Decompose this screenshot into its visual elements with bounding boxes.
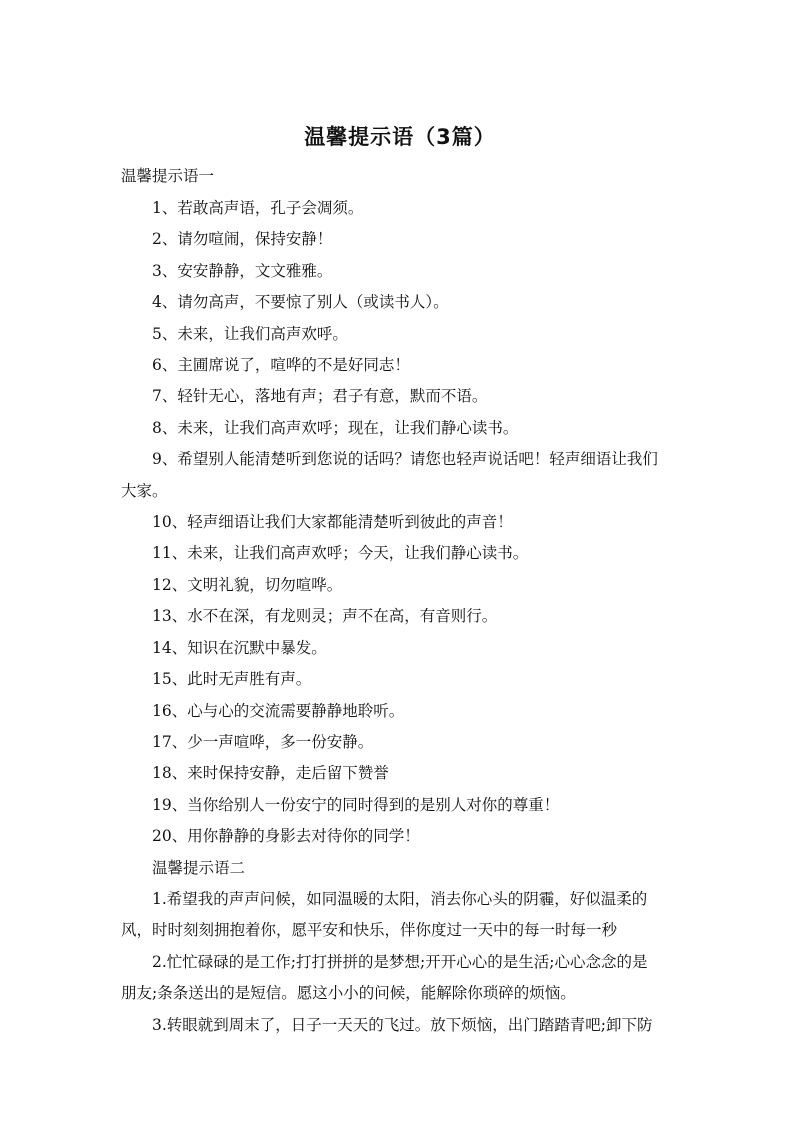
- paragraph-line: 3.转眼就到周末了，日子一天天的飞过。放下烦恼，出门踏踏青吧;卸下防: [152, 1016, 653, 1034]
- list-item: 15、此时无声胜有声。: [152, 670, 312, 688]
- list-item: 5、未来，让我们高声欢呼。: [152, 325, 348, 343]
- list-item: 4、请勿高声，不要惊了别人（或读书人）。: [152, 293, 449, 311]
- page-title: 温馨提示语（3篇）: [304, 125, 496, 149]
- list-item: 19、当你给别人一份安宁的同时得到的是别人对你的尊重！: [152, 796, 560, 814]
- list-item: 17、少一声喧哗，多一份安静。: [152, 733, 374, 751]
- list-item: 14、知识在沉默中暴发。: [152, 639, 327, 657]
- list-item: 12、文明礼貌，切勿喧哗。: [152, 576, 343, 594]
- list-item: 10、轻声细语让我们大家都能清楚听到彼此的声音！: [152, 513, 513, 531]
- list-item: 7、轻针无心，落地有声；君子有意，默而不语。: [152, 387, 488, 405]
- list-item: 13、水不在深，有龙则灵；声不在高，有音则行。: [152, 607, 498, 625]
- paragraph-line: 朋友;条条送出的是短信。愿这小小的问候，能解除你琐碎的烦恼。: [121, 984, 576, 1002]
- list-item: 3、安安静静，文文雅雅。: [152, 262, 333, 280]
- list-item: 1、若敢高声语，孔子会凋须。: [152, 199, 364, 217]
- list-item: 16、心与心的交流需要静静地聆听。: [152, 702, 405, 720]
- list-item: 18、来时保持安静，走后留下赞誉: [152, 764, 389, 782]
- section-heading: 温馨提示语二: [152, 859, 246, 877]
- paragraph-line: 风，时时刻刻拥抱着你，愿平安和快乐，伴你度过一天中的每一时每一秒: [121, 921, 618, 939]
- list-item: 11、未来，让我们高声欢呼；今天，让我们静心读书。: [152, 544, 529, 562]
- list-item-continuation: 大家。: [121, 482, 168, 500]
- list-item: 20、用你静静的身影去对待你的同学！: [152, 827, 420, 845]
- list-item: 8、未来，让我们高声欢呼；现在，让我们静心读书。: [152, 419, 519, 437]
- paragraph-line: 2.忙忙碌碌的是工作;打打拼拼的是梦想;开开心心的是生活;心心念念的是: [152, 953, 648, 971]
- list-item: 9、希望别人能清楚听到您说的话吗？请您也轻声说话吧！轻声细语让我们: [152, 450, 658, 468]
- list-item: 6、主圃席说了，喧哗的不是好同志！: [152, 356, 410, 374]
- list-item: 2、请勿喧闹，保持安静！: [152, 230, 333, 248]
- paragraph-line: 1.希望我的声声问候，如同温暖的太阳，消去你心头的阴霾，好似温柔的: [152, 890, 648, 908]
- section-heading: 温馨提示语一: [121, 167, 215, 185]
